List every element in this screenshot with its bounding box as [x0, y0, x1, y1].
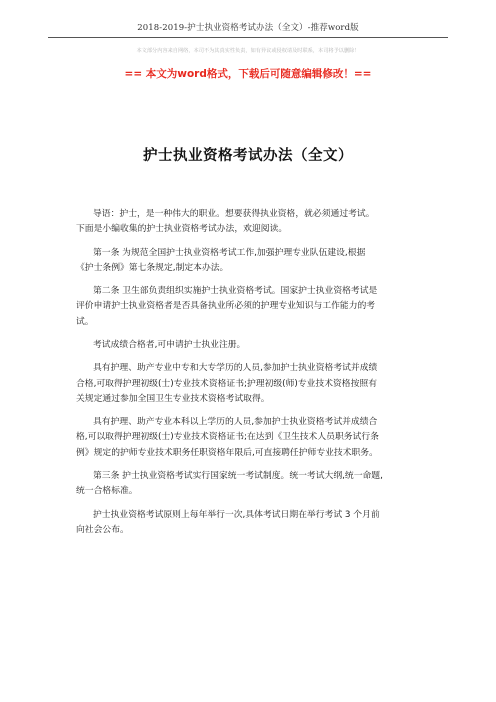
body-paragraph [76, 284, 426, 330]
page-header-title: 2018-2019-护士执业资格考试办法（全文）-推荐word版 [137, 23, 359, 33]
paragraph-line: 统一合格标准。 [76, 486, 138, 497]
paragraph-line: 护士执业资格考试原则上每年举行一次,具体考试日期在举行考试 3 个月前 [93, 509, 380, 520]
body-paragraph [76, 361, 426, 407]
paragraph-line: 第二条 卫生部负责组织实施护士执业资格考试。国家护士执业资格考试是 [93, 286, 378, 297]
document-title: 护士执业资格考试办法（全文） [143, 148, 353, 164]
paragraph-line: 例》规定的护师专业技术职务任职资格年限后,可直接聘任护师专业技术职务。 [76, 447, 378, 458]
paragraph-line: 具有护理、助产专业中专和大专学历的人员,参加护士执业资格考试并成绩 [93, 363, 378, 374]
body-paragraph [76, 338, 426, 353]
paragraph-line: 格,可以取得护理初级(士)专业技术资格证书;在达到《卫生技术人员职务试行条 [76, 432, 379, 443]
paragraph-line: 向社会公布。 [76, 524, 129, 535]
paragraph-line: 下面是小编收集的护士执业资格考试办法，欢迎阅读。 [76, 224, 288, 235]
paragraph-line: 试。 [76, 316, 94, 327]
paragraph-line: 评价申请护士执业资格者是否具备执业所必须的护理专业知识与工作能力的考 [76, 301, 376, 312]
body-paragraph [76, 415, 426, 461]
paragraph-line: 《护士条例》第七条规定,制定本办法。 [76, 262, 229, 273]
paragraph-line: 导语：护士，是一种伟大的职业。想要获得执业资格，就必须通过考试。 [93, 209, 375, 219]
paragraph-line: 合格,可取得护理初级(士)专业技术资格证书;护理初级(师)专业技术资格按照有 [76, 378, 377, 389]
body-paragraph [76, 508, 426, 538]
document-body [76, 207, 426, 546]
body-paragraph [76, 246, 426, 276]
disclaimer-text: 本文部分内容来自网络，本司不为其真实性负责，如有异议或侵权请及时联系，本司将予以删除！ [136, 48, 360, 54]
paragraph-line: 考试成绩合格者,可申请护士执业注册。 [93, 339, 246, 350]
paragraph-line: 关规定通过参加全国卫生专业技术资格考试取得。 [76, 393, 270, 404]
header-divider [48, 37, 448, 38]
paragraph-line: 第三条 护士执业资格考试实行国家统一考试制度。统一考试大纲,统一命题, [93, 470, 383, 481]
body-paragraph [76, 207, 426, 237]
paragraph-line: 第一条 为规范全国护士执业资格考试工作,加强护理专业队伍建设,根据 [93, 247, 366, 258]
body-paragraph [76, 469, 426, 499]
paragraph-line: 具有护理、助产专业本科以上学历的人员,参加护士执业资格考试并成绩合 [93, 417, 378, 428]
word-format-notice: == 本文为word格式，下载后可随意编辑修改！== [124, 68, 372, 80]
